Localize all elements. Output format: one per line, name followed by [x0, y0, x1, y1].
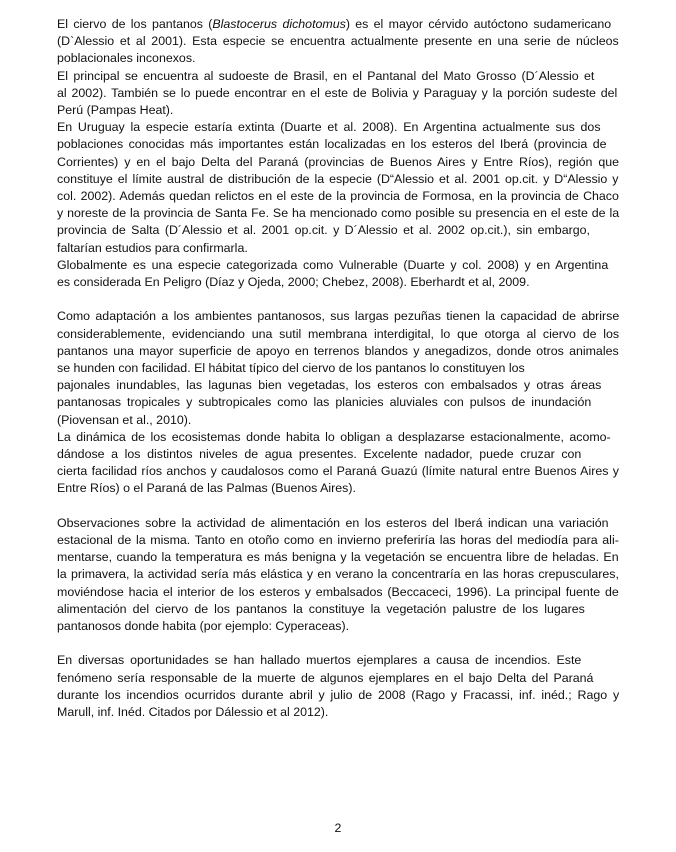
- text-run: La dinámica de los ecosistemas donde habita lo obligan a desplazarse estacionalmente, acomo-: [57, 429, 611, 444]
- text-line: [57, 566, 619, 583]
- text-line: [57, 652, 619, 669]
- text-run: moviéndose hacia el interior de los esteros y embalsados (Beccaceci, 1996). La principal fuente de: [57, 584, 619, 599]
- text-line: [57, 188, 619, 205]
- paragraph-feeding: [57, 515, 619, 635]
- text-line: [57, 85, 619, 102]
- paragraph-spacer: [57, 498, 619, 515]
- text-run: El ciervo de los pantanos (: [57, 17, 213, 31]
- text-line: [57, 222, 619, 239]
- text-line: [57, 704, 619, 721]
- text-run: se hunden con facilidad. El hábitat típico del ciervo de los pantanos lo constituyen los: [57, 361, 525, 376]
- text-run: pantanos una mayor superficie de apoyo en terrenos blandos y anegadizos, donde otros animales: [57, 343, 619, 358]
- text-line: [57, 377, 619, 394]
- text-line: [57, 412, 619, 429]
- text-run: provincia de Salta (D´Alessio et al. 2001 op.cit. y D´Alessio et al. 2002 op.cit.), sin embargo,: [57, 223, 590, 238]
- text-run: Como adaptación a los ambientes pantanosos, sus largas pezuñas tienen la capacidad de abrirse: [57, 309, 620, 324]
- text-line: [57, 618, 619, 635]
- paragraph-spacer: [57, 635, 619, 652]
- text-run: es considerada En Peligro (Díaz y Ojeda, 2000; Chebez, 2008). Eberhardt et al, 2009.: [57, 275, 530, 290]
- text-line: [57, 584, 619, 601]
- text-line: [57, 16, 619, 33]
- text-line: [57, 549, 619, 566]
- text-line: [57, 205, 619, 222]
- document-body: [57, 16, 619, 721]
- text-line: [57, 33, 619, 50]
- text-line: [57, 154, 619, 171]
- text-run: Perú (Pampas Heat).: [57, 103, 174, 118]
- text-run: alimentación del ciervo de los pantanos la constituye la vegetación palustre de los lugares: [57, 601, 585, 616]
- text-run: constituye el límite austral de distribución de la especie (D“Alessio et al. 2001 op.cit. y D“Alessio y: [57, 171, 619, 186]
- text-run: Corrientes) y en el bajo Delta del Paraná (provincias de Buenos Aires y Entre Ríos), región que: [57, 154, 620, 169]
- text-line: [57, 68, 619, 85]
- text-run: En Uruguay la especie estaría extinta (Duarte et al. 2008). En Argentina actualmente sus dos: [57, 120, 601, 135]
- text-run: cierta facilidad ríos anchos y caudalosos como el Paraná Guazú (límite natural entre Buenos Aires y: [57, 464, 619, 479]
- text-line: [57, 136, 619, 153]
- text-run: fenómeno sería responsable de la muerte de algunos ejemplares en el bajo Delta del Paraná: [57, 670, 594, 685]
- text-line: [57, 171, 619, 188]
- text-run: y noreste de la provincia de Santa Fe. Se ha mencionado como posible su presencia en el este de la: [57, 206, 620, 221]
- text-line: [57, 240, 619, 257]
- text-run: pajonales inundables, las lagunas bien vegetadas, los esteros con embalsados y otras áreas: [57, 378, 602, 393]
- text-run: El principal se encuentra al sudoeste de Brasil, en el Pantanal del Mato Grosso (D´Alessio et: [57, 68, 595, 83]
- text-line: [57, 343, 619, 360]
- text-run: pantanosos donde habita (por ejemplo: Cyperaceas).: [57, 619, 350, 634]
- page-number: 2: [334, 821, 342, 835]
- text-line: [57, 119, 619, 136]
- text-run: dándose a los distintos niveles de agua presentes. Excelente nadador, puede cruzar con: [57, 447, 582, 462]
- text-line: [57, 308, 619, 325]
- text-run: Entre Ríos) o el Paraná de las Palmas (Buenos Aires).: [57, 481, 356, 496]
- text-run: considerablemente, evidenciando una sutil membrana interdigital, lo que otorga al ciervo de los: [57, 326, 620, 341]
- text-line: [57, 102, 619, 119]
- text-line: [57, 532, 619, 549]
- text-line: [57, 257, 619, 274]
- text-run: col. 2002). Además quedan relictos en el este de la provincia de Formosa, en la provincia de Chaco: [57, 189, 619, 204]
- paragraph-distribution: [57, 16, 619, 291]
- text-run: ) es el mayor cérvido autóctono sudamericano: [345, 17, 612, 31]
- text-run: (D`Alessio et al 2001). Esta especie se encuentra actualmente presente en una serie de núcleos: [57, 34, 619, 49]
- text-line: [57, 326, 619, 343]
- text-line: [57, 480, 619, 497]
- text-line: [57, 360, 619, 377]
- text-line: [57, 601, 619, 618]
- text-run: estacional de la misma. Tanto en otoño como en invierno preferiría las horas del mediodía para ali-: [57, 533, 619, 548]
- paragraph-fires: [57, 652, 619, 721]
- text-run: la primavera, la actividad sería más elástica y en verano la concentraría en las horas crepusculares,: [57, 567, 619, 582]
- species-name-italic: Blastocerus dichotomus: [212, 17, 346, 31]
- paragraph-spacer: [57, 291, 619, 308]
- text-run: En diversas oportunidades se han hallado muertos ejemplares a causa de incendios. Este: [57, 653, 582, 668]
- text-run: poblacionales inconexos.: [57, 51, 196, 66]
- text-line: [57, 463, 619, 480]
- text-run: Observaciones sobre la actividad de alimentación en los esteros del Iberá indican una variación: [57, 515, 609, 530]
- text-run: durante los incendios ocurridos durante abril y julio de 2008 (Rago y Fracassi, inf. inéd.; Rago y: [57, 687, 620, 702]
- text-line: [57, 446, 619, 463]
- text-line: [57, 394, 619, 411]
- text-line: [57, 515, 619, 532]
- text-run: Globalmente es una especie categorizada como Vulnerable (Duarte y col. 2008) y en Argentina: [57, 257, 609, 272]
- text-line: [57, 670, 619, 687]
- text-run: faltarían estudios para confirmarla.: [57, 240, 248, 255]
- text-line: [57, 274, 619, 291]
- text-run: mentarse, cuando la temperatura es más benigna y la vegetación se encuentra libre de heladas. En: [57, 550, 619, 565]
- text-run: (Piovensan et al., 2010).: [57, 412, 192, 427]
- text-line: [57, 687, 619, 704]
- text-run: poblaciones conocidas más importantes están localizadas en los esteros del Iberá (provincia de: [57, 137, 607, 152]
- text-run: pantanosas tropicales y subtropicales como las planicies aluviales con pulsos de inundación: [57, 395, 592, 410]
- text-line: [57, 50, 619, 67]
- paragraph-adaptation: [57, 308, 619, 497]
- text-run: Marull, inf. Inéd. Citados por Dálessio et al 2012).: [57, 705, 329, 720]
- text-run: al 2002). También se lo puede encontrar en el este de Bolivia y Paraguay y la porción sudeste del: [57, 85, 618, 100]
- text-line: [57, 429, 619, 446]
